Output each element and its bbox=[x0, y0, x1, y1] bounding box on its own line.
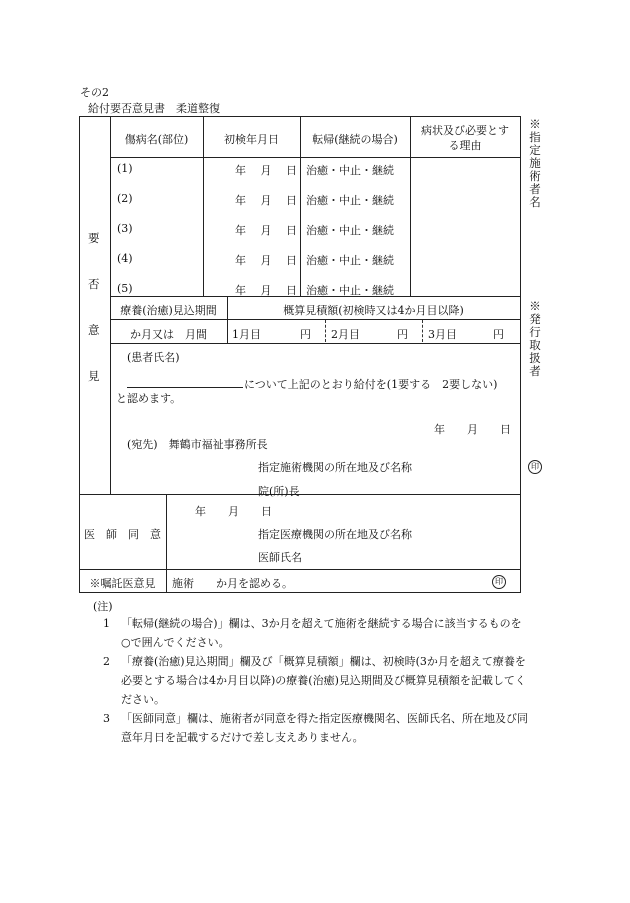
row-date: 年 月 日 bbox=[235, 194, 297, 207]
row-date: 年 月 日 bbox=[235, 254, 297, 267]
main-label-2: 否 bbox=[88, 277, 100, 291]
consult-label: ※嘱託医意見 bbox=[89, 577, 156, 590]
patient-label: (患者氏名) bbox=[127, 351, 180, 364]
row-outcome: 治癒・中止・継続 bbox=[306, 254, 394, 267]
issuer-label: ※発行取扱者 bbox=[529, 299, 541, 378]
note-line: 必要とする場合は4か月目以降)の療養(治癒)見込期間及び概算見積額を記載してく bbox=[121, 674, 526, 687]
clinic-org: 指定施術機関の所在地及び名称 bbox=[258, 461, 412, 474]
row-date: 年 月 日 bbox=[235, 284, 297, 297]
doctor-consent-label: 医 師 同 意 bbox=[84, 528, 161, 541]
row-outcome: 治癒・中止・継続 bbox=[306, 194, 394, 207]
note-line: 「療養(治癒)見込期間」欄及び「概算見積額」欄は、初検時(3か月を超えて療養を bbox=[121, 655, 526, 668]
doctor-date: 年 月 日 bbox=[195, 505, 272, 518]
row-no: (1) bbox=[117, 162, 133, 175]
recipient: (宛先) 舞鶴市福祉事務所長 bbox=[127, 438, 268, 451]
period-value: か月又は 月間 bbox=[130, 328, 207, 341]
note-line: 「転帰(継続の場合)」欄は、3か月を超えて施術を継続する場合に該当するものを bbox=[121, 617, 522, 630]
month1-yen: 円 bbox=[300, 328, 311, 341]
row-outcome: 治癒・中止・継続 bbox=[306, 224, 394, 237]
month2-yen: 円 bbox=[397, 328, 408, 341]
note-line: 意年月日を記載するだけで差し支えありません。 bbox=[121, 731, 364, 744]
main-label-3: 意 bbox=[88, 323, 100, 337]
row-outcome: 治癒・中止・継続 bbox=[306, 284, 394, 297]
document-title: 給付要否意見書 柔道整復 bbox=[88, 102, 220, 115]
period-label: 療養(治癒)見込期間 bbox=[120, 304, 217, 317]
month3-yen: 円 bbox=[493, 328, 504, 341]
note-number: 3 bbox=[103, 712, 110, 725]
estimate-label: 概算見積額(初検時又は4か月目以降) bbox=[283, 304, 464, 317]
notes-heading: (注) bbox=[93, 600, 113, 613]
consult-text: 施術 か月を認める。 bbox=[172, 577, 293, 590]
col-header-first-visit: 初検年月日 bbox=[224, 133, 279, 146]
opinion-date: 年 月 日 bbox=[434, 423, 511, 436]
doctor-org: 指定医療機関の所在地及び名称 bbox=[258, 528, 412, 541]
seal-stamp-icon: 印 bbox=[492, 575, 506, 589]
col-header-reason-2: る理由 bbox=[448, 139, 482, 152]
col-header-outcome: 転帰(継続の場合) bbox=[312, 133, 398, 146]
note-line: ださい。 bbox=[121, 693, 165, 706]
patient-name-line bbox=[127, 387, 243, 388]
doctor-name: 医師氏名 bbox=[258, 551, 302, 564]
month2-label: 2月目 bbox=[331, 328, 360, 341]
statement: について上記のとおり給付を(1要する 2要しない) bbox=[244, 378, 498, 391]
row-no: (5) bbox=[117, 282, 133, 295]
row-no: (2) bbox=[117, 192, 133, 205]
clinic-head: 院(所)長 bbox=[258, 485, 300, 498]
row-date: 年 月 日 bbox=[235, 164, 297, 177]
section-label: その2 bbox=[80, 86, 109, 99]
row-date: 年 月 日 bbox=[235, 224, 297, 237]
row-outcome: 治癒・中止・継続 bbox=[306, 164, 394, 177]
col-header-reason: 病状及び必要とす bbox=[421, 124, 509, 137]
note-line: ○で囲んでください。 bbox=[121, 636, 230, 649]
note-number: 2 bbox=[103, 655, 110, 668]
month1-label: 1月目 bbox=[232, 328, 261, 341]
row-no: (4) bbox=[117, 252, 133, 265]
col-header-disease: 傷病名(部位) bbox=[124, 133, 189, 146]
main-label-1: 要 bbox=[88, 231, 100, 245]
statement-2: と認めます。 bbox=[116, 392, 182, 405]
note-number: 1 bbox=[103, 617, 110, 630]
note-line: 「医師同意」欄は、施術者が同意を得た指定医療機関名、医師氏名、所在地及び同 bbox=[121, 712, 528, 725]
month3-label: 3月目 bbox=[428, 328, 457, 341]
designated-practitioner-label: ※指定施術者名 bbox=[529, 117, 541, 209]
main-label-4: 見 bbox=[88, 369, 100, 383]
seal-stamp-icon: 印 bbox=[528, 460, 542, 474]
row-no: (3) bbox=[117, 222, 133, 235]
